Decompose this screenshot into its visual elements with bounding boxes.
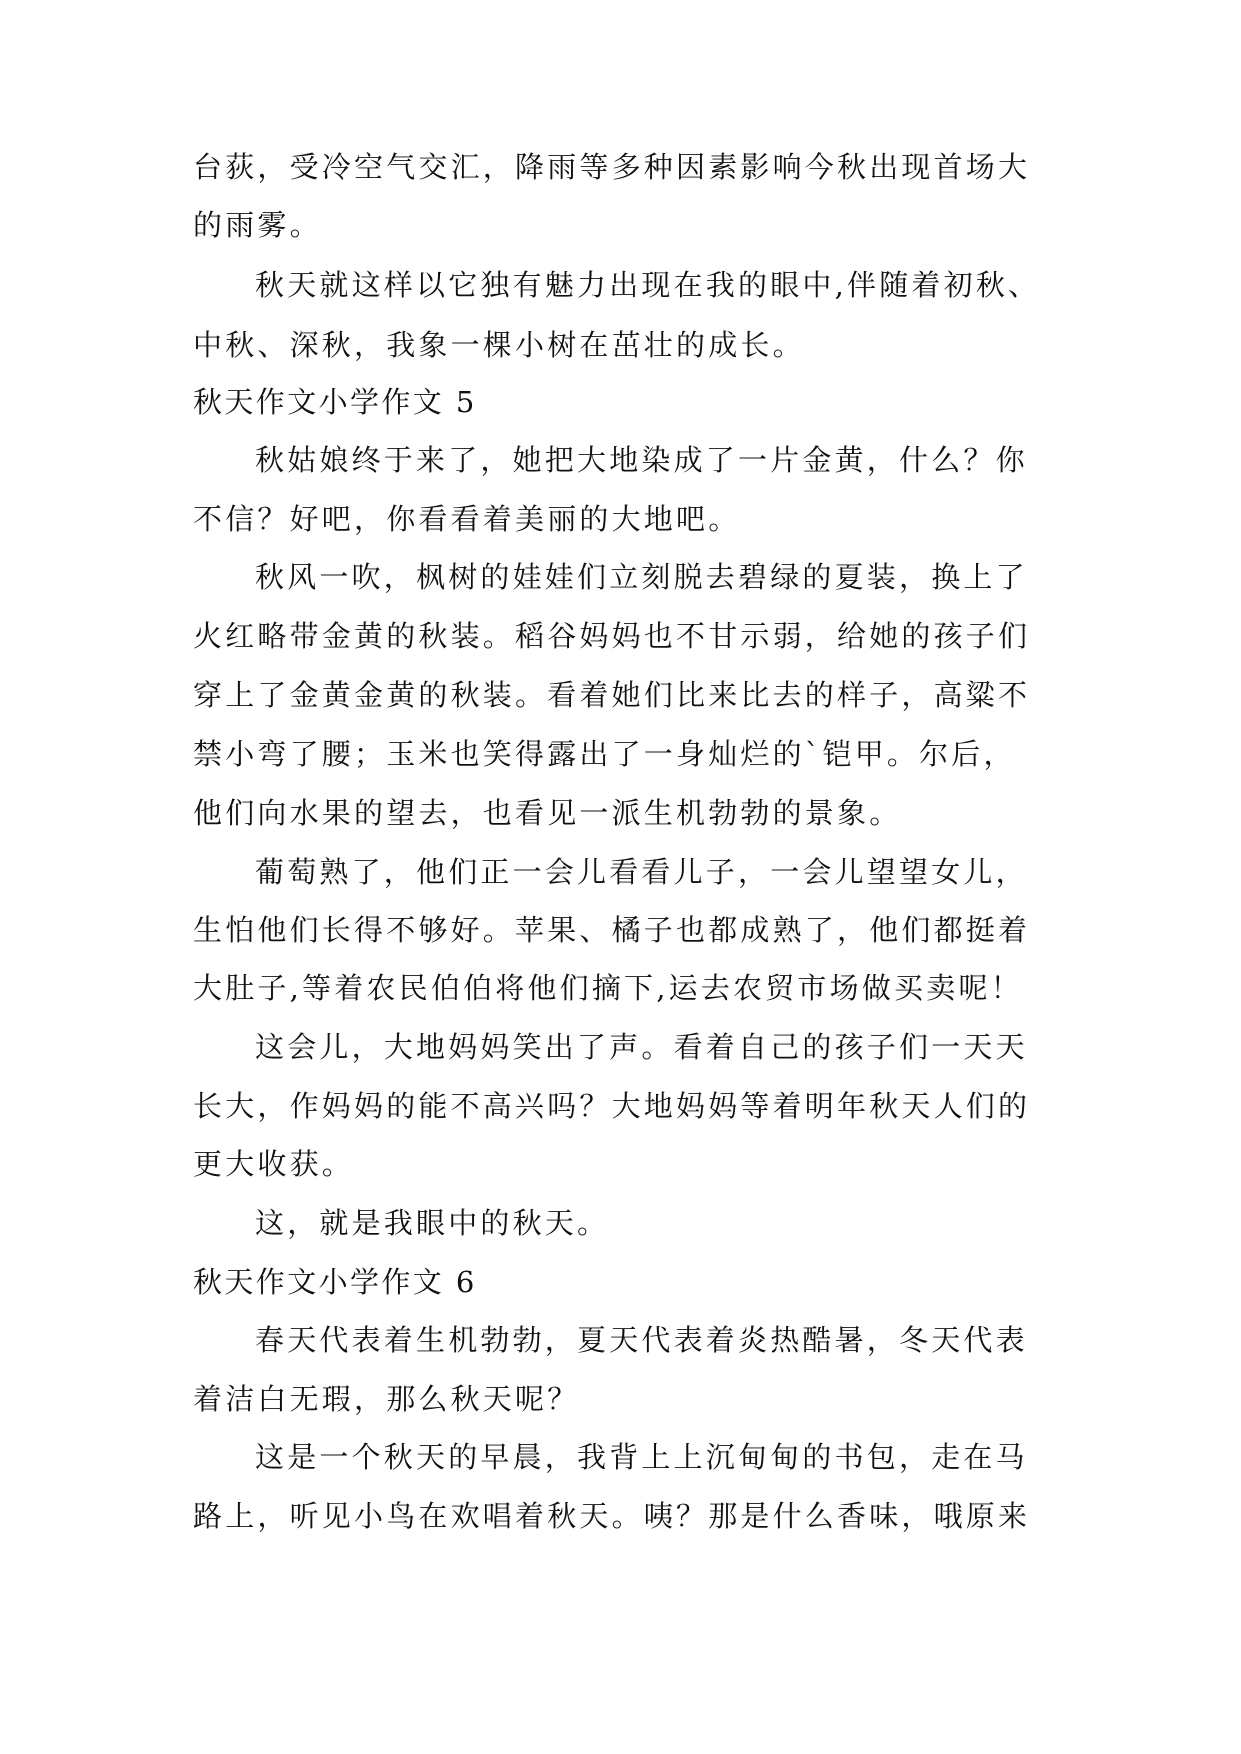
text-line: 他们向水果的望去，也看见一派生机勃勃的景象。 <box>193 796 902 830</box>
text-line: 大肚子,等着农民伯伯将他们摘下,运去农贸市场做买卖呢！ <box>193 971 1023 1005</box>
paragraph-first-line: 这，就是我眼中的秋天。 <box>255 1206 610 1240</box>
text-line: 的雨雾。 <box>193 208 322 242</box>
text-line: 台荻，受冷空气交汇，降雨等多种因素影响今秋出现首场大 <box>193 150 1031 184</box>
paragraph-first-line: 葡萄熟了，他们正一会儿看看儿子，一会儿望望女儿， <box>255 855 1028 889</box>
section-heading: 秋天作文小学作文 5 <box>193 385 477 419</box>
paragraph-first-line: 这是一个秋天的早晨，我背上上沉甸甸的书包，走在马 <box>255 1440 1028 1474</box>
section-heading: 秋天作文小学作文 6 <box>193 1265 477 1299</box>
text-line: 更大收获。 <box>193 1147 355 1181</box>
text-line: 着洁白无瑕，那么秋天呢？ <box>193 1382 580 1416</box>
text-line: 火红略带金黄的秋装。稻谷妈妈也不甘示弱，给她的孩子们 <box>193 619 1031 653</box>
paragraph-first-line: 秋风一吹，枫树的娃娃们立刻脱去碧绿的夏装，换上了 <box>255 560 1028 594</box>
text-line: 不信？好吧，你看看着美丽的大地吧。 <box>193 502 741 536</box>
text-line: 穿上了金黄金黄的秋装。看着她们比来比去的样子，高粱不 <box>193 678 1031 712</box>
paragraph-first-line: 春天代表着生机勃勃，夏天代表着炎热酷暑，冬天代表 <box>255 1323 1028 1357</box>
paragraph-first-line: 秋姑娘终于来了，她把大地染成了一片金黄，什么？你 <box>255 443 1028 477</box>
text-line: 禁小弯了腰；玉米也笑得露出了一身灿烂的`铠甲。尔后， <box>193 737 1016 771</box>
text-line: 路上，听见小鸟在欢唱着秋天。咦？那是什么香味，哦原来 <box>193 1499 1031 1533</box>
text-line: 生怕他们长得不够好。苹果、橘子也都成熟了，他们都挺着 <box>193 913 1031 947</box>
text-line: 中秋、深秋，我象一棵小树在茁壮的成长。 <box>193 328 805 362</box>
paragraph-first-line: 秋天就这样以它独有魅力出现在我的眼中,伴随着初秋、 <box>255 268 1041 302</box>
paragraph-first-line: 这会儿，大地妈妈笑出了声。看着自己的孩子们一天天 <box>255 1030 1028 1064</box>
text-line: 长大，作妈妈的能不高兴吗？大地妈妈等着明年秋天人们的 <box>193 1089 1031 1123</box>
